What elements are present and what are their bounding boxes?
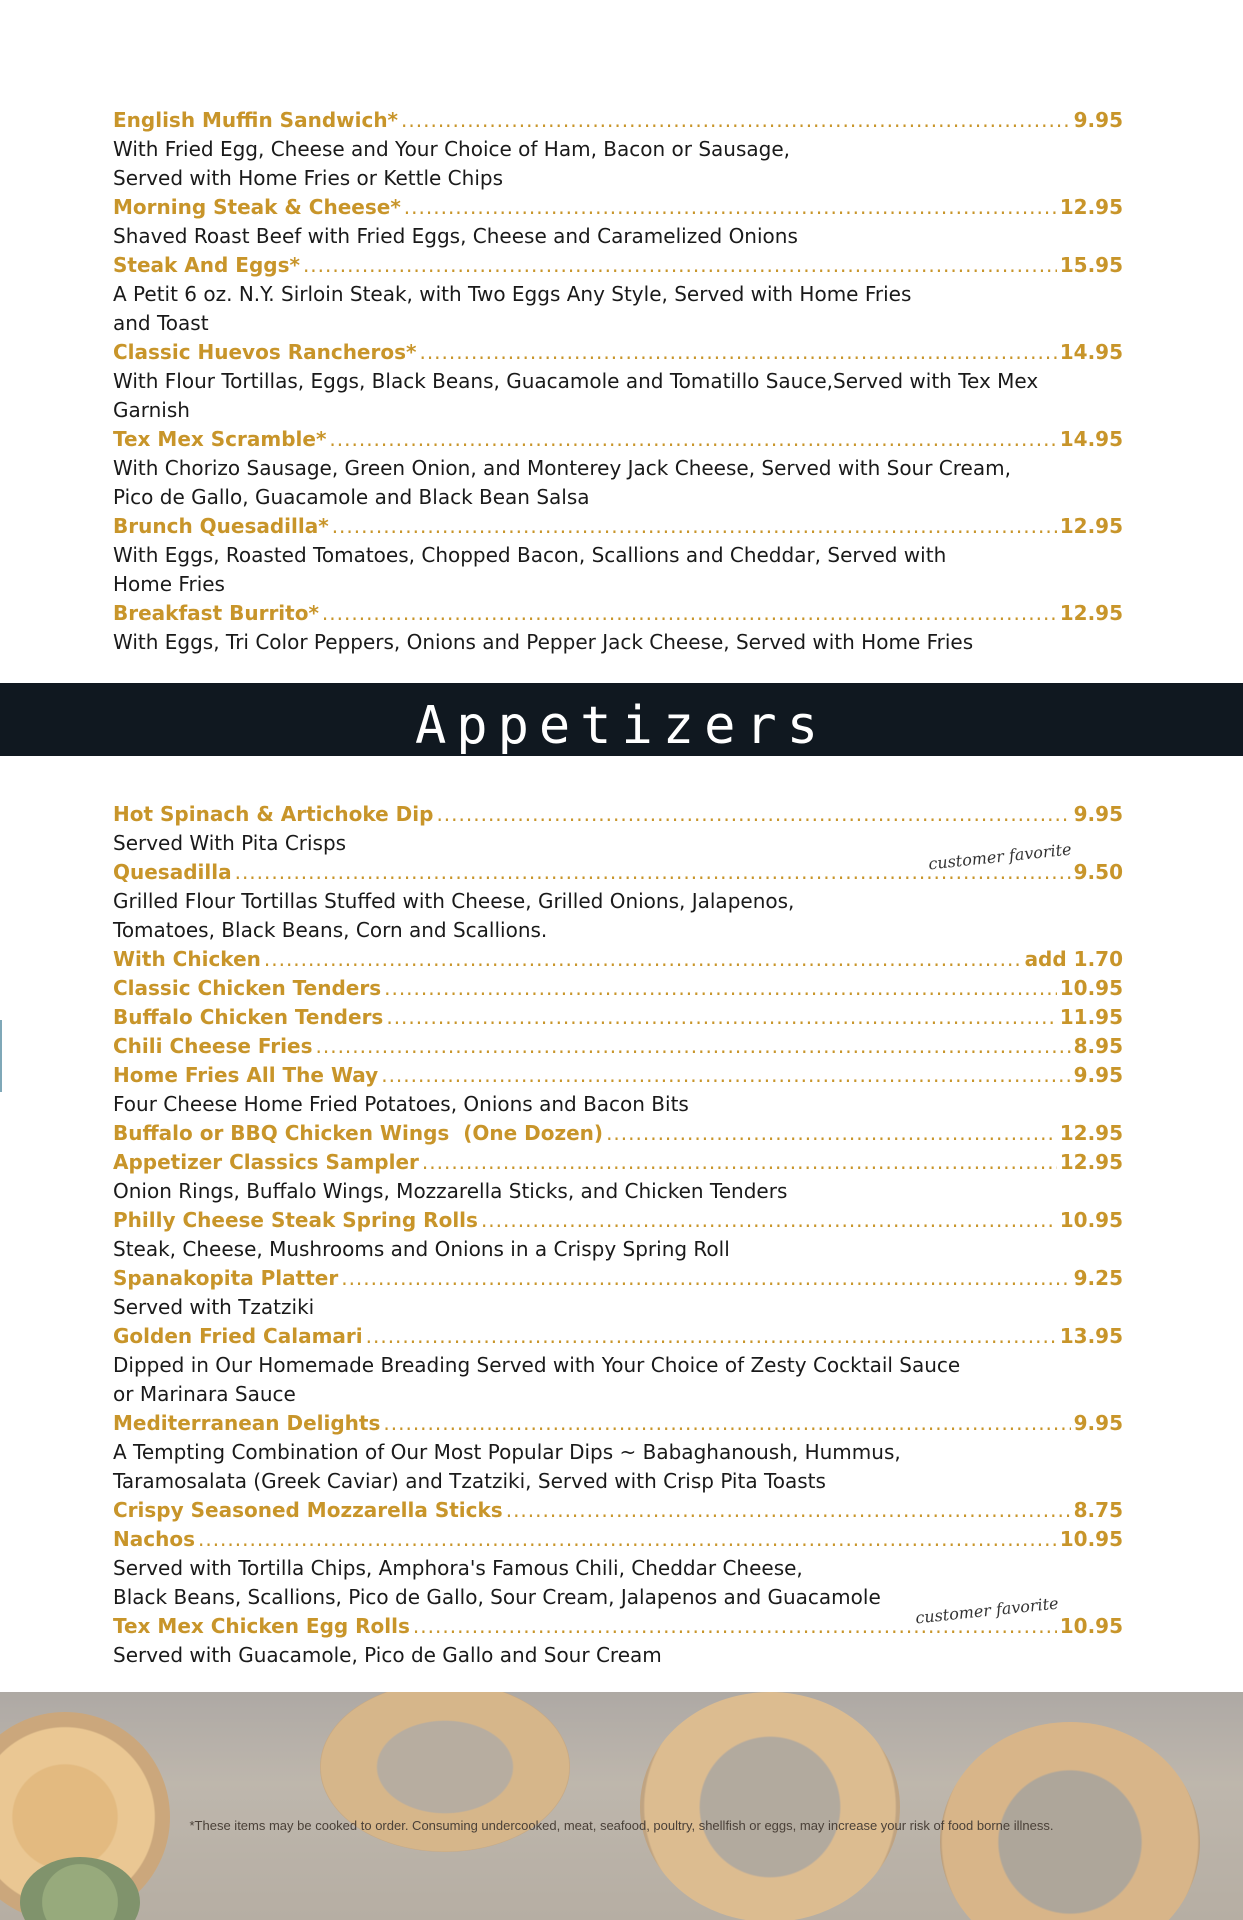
menu-item-name: Classic Chicken Tenders bbox=[113, 976, 382, 1000]
menu-item-price: 9.95 bbox=[1073, 1411, 1123, 1435]
menu-item-name: Home Fries All The Way bbox=[113, 1063, 379, 1087]
menu-item-description: Grilled Flour Tortillas Stuffed with Cheese, Grilled Onions, Jalapenos, Tomatoes, Black Beans, Corn and Scallions. bbox=[113, 889, 795, 942]
menu-item-description: Served with Guacamole, Pico de Gallo and Sour Cream bbox=[113, 1643, 662, 1667]
menu-item-name: Tex Mex Scramble* bbox=[113, 427, 327, 451]
menu-item-header bbox=[113, 193, 1123, 222]
dot-leader bbox=[341, 1264, 1070, 1293]
menu-item-description: With Flour Tortillas, Eggs, Black Beans, Guacamole and Tomatillo Sauce,Served with Tex Mex Garnish bbox=[113, 369, 1039, 422]
menu-item bbox=[113, 945, 1123, 974]
dot-leader bbox=[384, 974, 1057, 1003]
menu-item-header bbox=[113, 106, 1123, 135]
menu-item-name: Morning Steak & Cheese* bbox=[113, 195, 401, 219]
dot-leader bbox=[264, 945, 1022, 974]
menu-item-header bbox=[113, 1409, 1123, 1438]
menu-item-name: Buffalo or BBQ Chicken Wings (One Dozen) bbox=[113, 1121, 604, 1145]
menu-item-name: Breakfast Burrito* bbox=[113, 601, 319, 625]
menu-item-name: Spanakopita Platter bbox=[113, 1266, 339, 1290]
menu-item-description: Steak, Cheese, Mushrooms and Onions in a Crispy Spring Roll bbox=[113, 1237, 730, 1261]
menu-item-price: add 1.70 bbox=[1024, 947, 1123, 971]
menu-item-price: 13.95 bbox=[1059, 1324, 1123, 1348]
dot-leader bbox=[404, 193, 1057, 222]
menu-item-name: Golden Fried Calamari bbox=[113, 1324, 363, 1348]
menu-item-description: Served With Pita Crisps bbox=[113, 831, 347, 855]
section-title: Appetizers bbox=[414, 695, 829, 756]
menu-item-header bbox=[113, 974, 1123, 1003]
menu-item-header bbox=[113, 512, 1123, 541]
menu-item-price: 8.95 bbox=[1073, 1034, 1123, 1058]
menu-item-header bbox=[113, 251, 1123, 280]
menu-item-name: Classic Huevos Rancheros* bbox=[113, 340, 417, 364]
menu-item bbox=[113, 599, 1123, 657]
menu-item-description: Dipped in Our Homemade Breading Served with Your Choice of Zesty Cocktail Sauce or Marinara Sauce bbox=[113, 1353, 961, 1406]
menu-item-price: 12.95 bbox=[1059, 1150, 1123, 1174]
menu-item-header bbox=[113, 1206, 1123, 1235]
dot-leader bbox=[401, 106, 1071, 135]
dot-leader bbox=[419, 338, 1056, 367]
menu-item-name: Buffalo Chicken Tenders bbox=[113, 1005, 384, 1029]
dot-leader bbox=[316, 1032, 1071, 1061]
menu-item-name: English Muffin Sandwich* bbox=[113, 108, 399, 132]
menu-item-name: Steak And Eggs* bbox=[113, 253, 300, 277]
menu-item-header bbox=[113, 945, 1123, 974]
menu-item-description: Four Cheese Home Fried Potatoes, Onions and Bacon Bits bbox=[113, 1092, 689, 1116]
dot-leader bbox=[329, 425, 1056, 454]
menu-item-price: 9.95 bbox=[1073, 1063, 1123, 1087]
menu-item bbox=[113, 512, 1123, 599]
menu-item bbox=[113, 1148, 1123, 1206]
menu-item-header bbox=[113, 1061, 1123, 1090]
dot-leader bbox=[381, 1061, 1070, 1090]
menu-item-name: Chili Cheese Fries bbox=[113, 1034, 313, 1058]
page-edge-mark bbox=[0, 1020, 2, 1092]
menu-item-price: 9.95 bbox=[1073, 802, 1123, 826]
menu-item-price: 10.95 bbox=[1059, 1614, 1123, 1638]
dot-leader bbox=[386, 1003, 1056, 1032]
menu-item-name: Hot Spinach & Artichoke Dip bbox=[113, 802, 434, 826]
menu-item-header bbox=[113, 1525, 1123, 1554]
menu-item bbox=[113, 1206, 1123, 1264]
menu-item bbox=[113, 1593, 1123, 1670]
menu-item bbox=[113, 1496, 1123, 1525]
menu-item-name: Philly Cheese Steak Spring Rolls bbox=[113, 1208, 478, 1232]
menu-item-description: With Eggs, Tri Color Peppers, Onions and Pepper Jack Cheese, Served with Home Fries bbox=[113, 630, 974, 654]
dot-leader bbox=[481, 1206, 1057, 1235]
menu-item-name: Brunch Quesadilla* bbox=[113, 514, 329, 538]
menu-item-price: 10.95 bbox=[1059, 976, 1123, 1000]
dot-leader bbox=[383, 1409, 1070, 1438]
menu-item-name: Crispy Seasoned Mozzarella Sticks bbox=[113, 1498, 503, 1522]
menu-item-price: 11.95 bbox=[1059, 1005, 1123, 1029]
dot-leader bbox=[332, 512, 1057, 541]
menu-item bbox=[113, 1264, 1123, 1322]
menu-item-price: 9.50 bbox=[1073, 860, 1123, 884]
dot-leader bbox=[606, 1119, 1057, 1148]
menu-item-description: Onion Rings, Buffalo Wings, Mozzarella Sticks, and Chicken Tenders bbox=[113, 1179, 788, 1203]
appetizers-header-band bbox=[0, 683, 1243, 756]
menu-item-header bbox=[113, 800, 1123, 829]
menu-item-name: Tex Mex Chicken Egg Rolls bbox=[113, 1614, 410, 1638]
dot-leader bbox=[322, 599, 1057, 628]
customer-favorite-badge: customer favorite bbox=[914, 1593, 1060, 1628]
menu-item-description: Shaved Roast Beef with Fried Eggs, Cheese and Caramelized Onions bbox=[113, 224, 798, 248]
menu-item bbox=[113, 193, 1123, 251]
menu-item-price: 9.95 bbox=[1073, 108, 1123, 132]
menu-item-description: A Petit 6 oz. N.Y. Sirloin Steak, with Two Eggs Any Style, Served with Home Fries and Toast bbox=[113, 282, 912, 335]
menu-item-name: Nachos bbox=[113, 1527, 195, 1551]
menu-item bbox=[113, 1061, 1123, 1119]
menu-item-header bbox=[113, 1148, 1123, 1177]
brunch-menu-section bbox=[113, 106, 1123, 657]
menu-item-description: With Fried Egg, Cheese and Your Choice of Ham, Bacon or Sausage, Served with Home Fries or Kettle Chips bbox=[113, 137, 791, 190]
dot-leader bbox=[422, 1148, 1057, 1177]
menu-item bbox=[113, 974, 1123, 1003]
menu-item bbox=[113, 338, 1123, 425]
menu-item-price: 10.95 bbox=[1059, 1527, 1123, 1551]
menu-item-name: With Chicken bbox=[113, 947, 261, 971]
menu-item-description: Served with Tzatziki bbox=[113, 1295, 315, 1319]
menu-item-description: A Tempting Combination of Our Most Popular Dips ~ Babaghanoush, Hummus, Taramosalata (Greek Caviar) and Tzatziki, Served with Crisp Pita Toasts bbox=[113, 1440, 901, 1493]
menu-item-price: 12.95 bbox=[1059, 514, 1123, 538]
appetizers-menu-section bbox=[113, 800, 1123, 1670]
menu-item bbox=[113, 1003, 1123, 1032]
menu-item-header bbox=[113, 1322, 1123, 1351]
dot-leader bbox=[198, 1525, 1057, 1554]
menu-item bbox=[113, 251, 1123, 338]
menu-item-price: 10.95 bbox=[1059, 1208, 1123, 1232]
menu-item-header bbox=[113, 1496, 1123, 1525]
dot-leader bbox=[366, 1322, 1057, 1351]
menu-item-description: With Eggs, Roasted Tomatoes, Chopped Bacon, Scallions and Cheddar, Served with Home Fries bbox=[113, 543, 947, 596]
menu-item-price: 12.95 bbox=[1059, 1121, 1123, 1145]
customer-favorite-badge: customer favorite bbox=[927, 839, 1073, 874]
menu-item bbox=[113, 1322, 1123, 1409]
menu-item-price: 12.95 bbox=[1059, 601, 1123, 625]
dot-leader bbox=[436, 800, 1070, 829]
menu-item-header bbox=[113, 1003, 1123, 1032]
menu-item-header bbox=[113, 1032, 1123, 1061]
menu-item-name: Appetizer Classics Sampler bbox=[113, 1150, 419, 1174]
dot-leader bbox=[303, 251, 1057, 280]
menu-item-price: 12.95 bbox=[1059, 195, 1123, 219]
menu-item bbox=[113, 1409, 1123, 1496]
menu-item bbox=[113, 1032, 1123, 1061]
food-background-photo bbox=[0, 1692, 1243, 1920]
menu-item-name: Mediterranean Delights bbox=[113, 1411, 381, 1435]
menu-item-header bbox=[113, 1119, 1123, 1148]
menu-item bbox=[113, 425, 1123, 512]
menu-item-description: Served with Tortilla Chips, Amphora's Famous Chili, Cheddar Cheese, Black Beans, Scallions, Pico de Gallo, Sour Cream, Jalapenos and Guacamole bbox=[113, 1556, 881, 1609]
menu-item-description: With Chorizo Sausage, Green Onion, and Monterey Jack Cheese, Served with Sour Cream, Pico de Gallo, Guacamole and Black Bean Salsa bbox=[113, 456, 1011, 509]
food-safety-disclaimer: *These items may be cooked to order. Consuming undercooked, meat, seafood, poultry, shellfish or eggs, may increase your risk of food borne illness. bbox=[189, 1818, 1054, 1833]
menu-item-price: 8.75 bbox=[1073, 1498, 1123, 1522]
menu-item-price: 14.95 bbox=[1059, 340, 1123, 364]
menu-item-price: 15.95 bbox=[1059, 253, 1123, 277]
menu-item bbox=[113, 1525, 1123, 1612]
menu-item bbox=[113, 1119, 1123, 1148]
menu-item-name: Quesadilla bbox=[113, 860, 232, 884]
menu-item-header bbox=[113, 425, 1123, 454]
menu-item-header bbox=[113, 338, 1123, 367]
photo-overlay bbox=[0, 1692, 1243, 1920]
dot-leader bbox=[506, 1496, 1071, 1525]
menu-item bbox=[113, 106, 1123, 193]
menu-item-price: 9.25 bbox=[1073, 1266, 1123, 1290]
menu-item-header bbox=[113, 1264, 1123, 1293]
menu-item-price: 14.95 bbox=[1059, 427, 1123, 451]
menu-item-header bbox=[113, 599, 1123, 628]
